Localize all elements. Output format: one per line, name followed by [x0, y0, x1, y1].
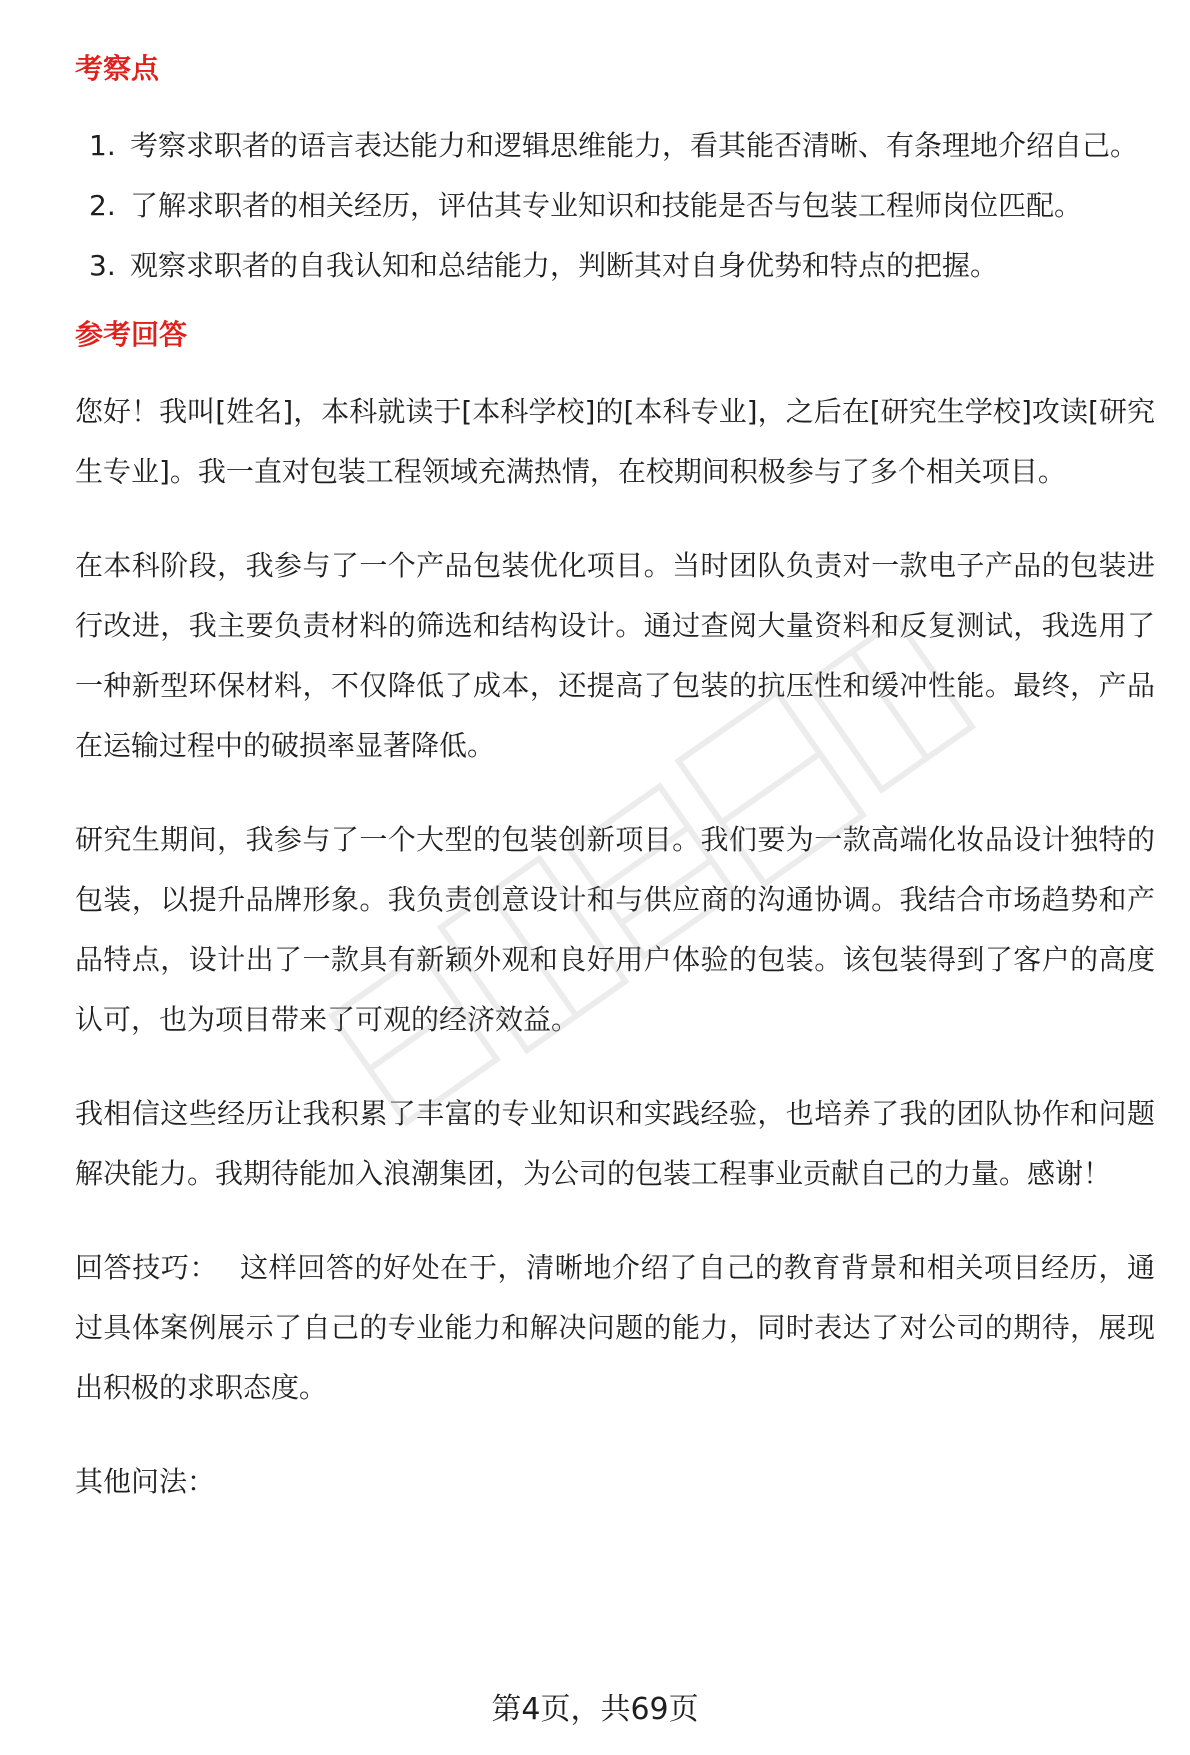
answer-tips-label: 回答技巧： [75, 1251, 219, 1284]
section-heading-reference-answer: 参考回答 [75, 318, 188, 351]
page-number-footer: 第4页，共69页 [491, 1692, 699, 1727]
list-item [75, 116, 1155, 176]
list-item-number: 3. [89, 249, 116, 282]
answer-paragraph: 研究生期间，我参与了一个大型的包装创新项目。我们要为一款高端化妆品设计独特的包装，以提升品牌形象。我负责创意设计和与供应商的沟通协调。我结合市场趋势和产品特点，设计出了一款具有新颖外观和良好用户体验的包装。该包装得到了客户的高度认可，也为项目带来了可观的经济效益。 [75, 823, 1155, 1036]
section-heading-assessment: 考察点 [75, 52, 160, 85]
list-item [75, 176, 1155, 236]
answer-paragraph: 您好！我叫[姓名]，本科就读于[本科学校]的[本科专业]，之后在[研究生学校]攻读[研究生专业]。我一直对包装工程领域充满热情，在校期间积极参与了多个相关项目。 [75, 395, 1155, 488]
answer-tips-text: 这样回答的好处在于，清晰地介绍了自己的教育背景和相关项目经历，通过具体案例展示了自己的专业能力和解决问题的能力，同时表达了对公司的期待，展现出积极的求职态度。 [75, 1251, 1155, 1404]
document-page [75, 48, 1155, 1532]
list-item-text: 观察求职者的自我认知和总结能力，判断其对自身优势和特点的把握。 [130, 249, 999, 282]
list-item-text: 考察求职者的语言表达能力和逻辑思维能力，看其能否清晰、有条理地介绍自己。 [130, 129, 1139, 162]
list-item-number: 1. [89, 129, 116, 162]
answer-paragraph: 在本科阶段，我参与了一个产品包装优化项目。当时团队负责对一款电子产品的包装进行改进，我主要负责材料的筛选和结构设计。通过查阅大量资料和反复测试，我选用了一种新型环保材料，不仅降低了成本，还提高了包装的抗压性和缓冲性能。最终，产品在运输过程中的破损率显著降低。 [75, 549, 1155, 762]
other-questions-label: 其他问法： [75, 1465, 216, 1498]
assessment-list [75, 116, 1155, 296]
list-item-number: 2. [89, 189, 116, 222]
answer-tips [75, 1238, 1155, 1418]
list-item [75, 236, 1155, 296]
list-item-text: 了解求职者的相关经历，评估其专业知识和技能是否与包装工程师岗位匹配。 [130, 189, 1083, 222]
answer-paragraph: 我相信这些经历让我积累了丰富的专业知识和实践经验，也培养了我的团队协作和问题解决能力。我期待能加入浪潮集团，为公司的包装工程事业贡献自己的力量。感谢！ [75, 1097, 1155, 1190]
